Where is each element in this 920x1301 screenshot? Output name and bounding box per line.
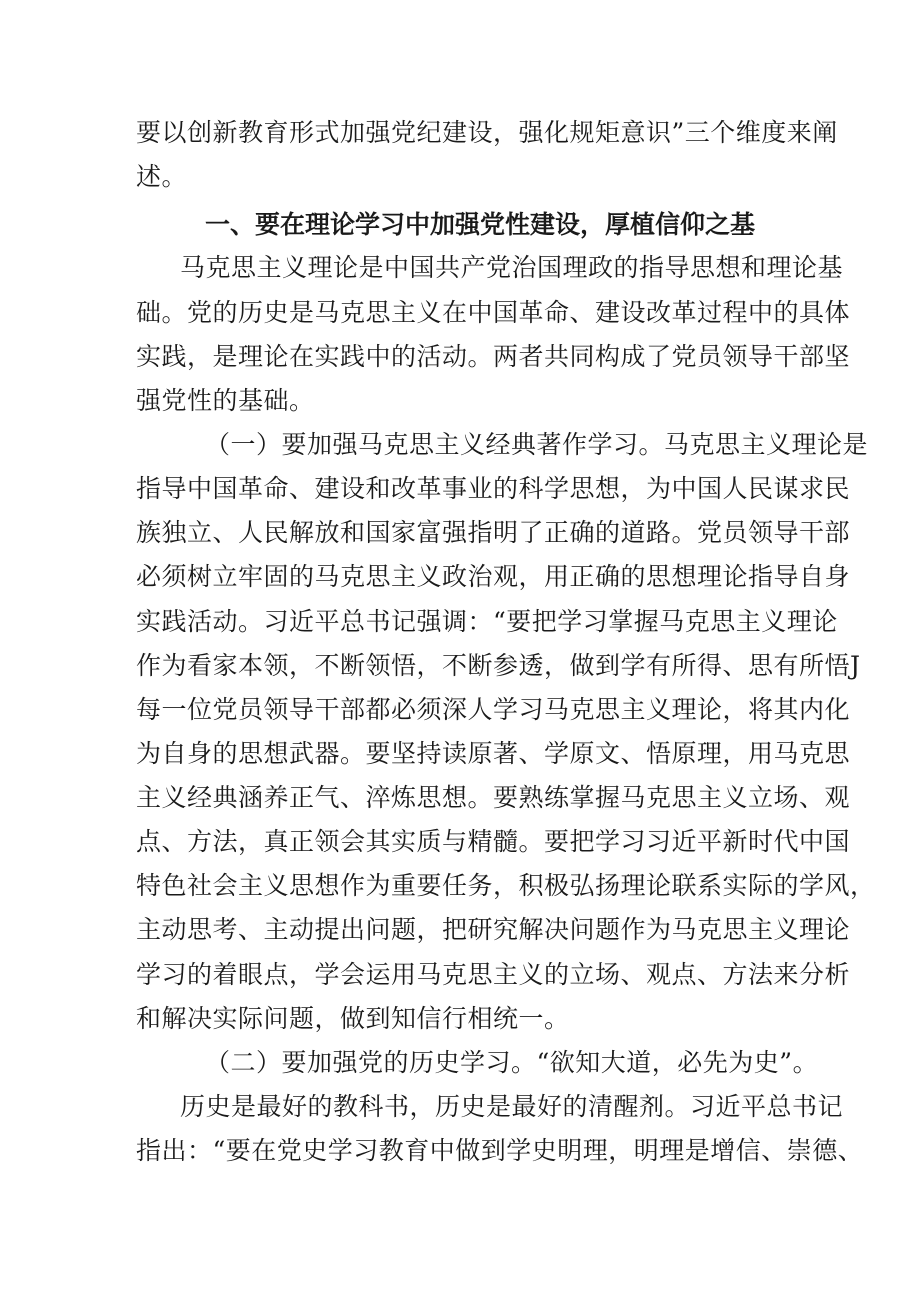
paragraph-line: 为自身的思想武器。要坚持读原著、学原文、悟原理，用马克思 <box>136 739 851 768</box>
paragraph-line: 实践活动。习近平总书记强调：“要把学习掌握马克思主义理论 <box>136 607 838 636</box>
intro-line: 述。 <box>136 162 188 191</box>
paragraph-line: 指出：“要在党史学习教育中做到学史明理，明理是增信、崇德、 <box>136 1136 864 1165</box>
paragraph-line: 指导中国革命、建设和改革事业的科学思想，为中国人民谋求民 <box>136 474 851 503</box>
paragraph-line: 作为看家本领，不断领悟，不断参透，做到学有所得、思有所悟J <box>136 651 861 680</box>
paragraph-line: 马克思主义理论是中国共产党治国理政的指导思想和理论基 <box>180 253 844 282</box>
intro-line: 要以创新教育形式加强党纪建设，强化规矩意识”三个维度来阐 <box>136 118 838 147</box>
paragraph-line: 点、方法，真正领会其实质与精髓。要把学习习近平新时代中国 <box>136 827 851 856</box>
paragraph-line: 主动思考、主动提出问题，把研究解决问题作为马克思主义理论 <box>136 915 851 944</box>
paragraph-line: 族独立、人民解放和国家富强指明了正确的道路。党员领导干部 <box>136 518 851 547</box>
paragraph-line: （二）要加强党的历史学习。“欲知大道，必先为史”。 <box>205 1048 819 1077</box>
paragraph-line: 和解决实际问题，做到知信行相统一。 <box>136 1004 570 1033</box>
paragraph-line: 主义经典涵养正气、淬炼思想。要熟练掌握马克思主义立场、观 <box>136 783 851 812</box>
paragraph-line: 每一位党员领导干部都必须深人学习马克思主义理论，将其内化 <box>136 695 851 724</box>
paragraph-line: 特色社会主义思想作为重要任务，积极弘扬理论联系实际的学风， <box>136 871 876 900</box>
paragraph-line: 强党性的基础。 <box>136 386 315 415</box>
paragraph-line: 实践，是理论在实践中的活动。两者共同构成了党员领导干部坚 <box>136 342 851 371</box>
section-heading: 一、要在理论学习中加强党性建设，厚植信仰之基 <box>205 210 756 239</box>
paragraph-line: （一）要加强马克思主义经典著作学习。马克思主义理论是 <box>205 430 869 459</box>
paragraph-line: 历史是最好的教科书，历史是最好的清醒剂。习近平总书记 <box>180 1092 844 1121</box>
paragraph-line: 必须树立牢固的马克思主义政治观，用正确的思想理论指导自身 <box>136 562 851 591</box>
paragraph-line: 学习的着眼点，学会运用马克思主义的立场、观点、方法来分析 <box>136 960 851 989</box>
paragraph-line: 础。党的历史是马克思主义在中国革命、建设改革过程中的具体 <box>136 298 851 327</box>
